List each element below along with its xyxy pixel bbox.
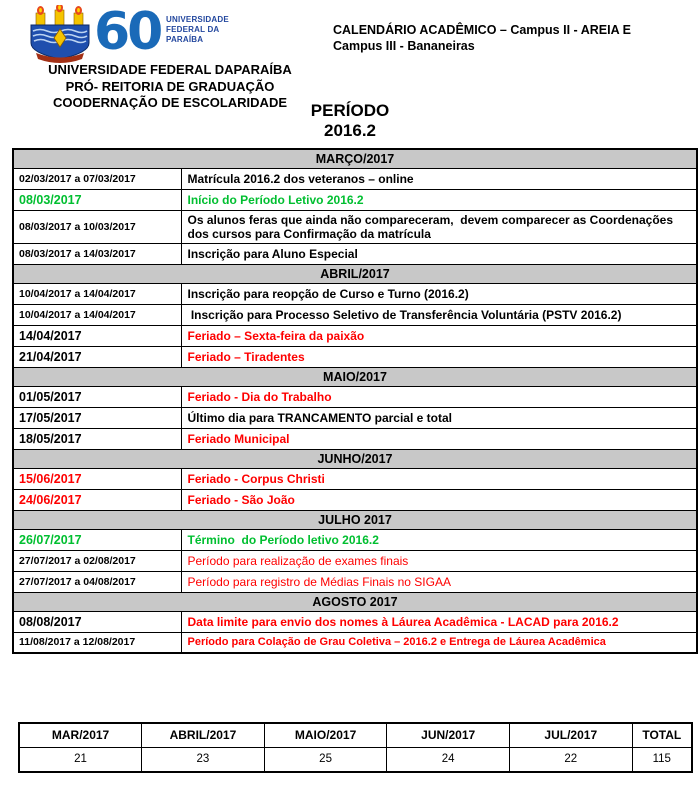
summary-month-header: ABRIL/2017 (142, 723, 265, 747)
summary-day-count: 21 (19, 747, 142, 772)
summary-day-count: 22 (509, 747, 632, 772)
event-description: Período para realização de exames finais (181, 550, 697, 571)
calendar-row (13, 283, 697, 304)
summary-table-container (18, 722, 693, 773)
event-description: Feriado - São João (181, 489, 697, 510)
event-date: 18/05/2017 (13, 428, 181, 449)
calendar-row (13, 386, 697, 407)
calendar-row (13, 632, 697, 653)
section-title: JUNHO/2017 (13, 449, 697, 468)
section-header-row (13, 449, 697, 468)
calendar-row (13, 489, 697, 510)
event-description: Matrícula 2016.2 dos veteranos – online (181, 168, 697, 189)
calendar-row (13, 611, 697, 632)
calendar-row (13, 304, 697, 325)
calendar-row (13, 468, 697, 489)
event-date: 17/05/2017 (13, 407, 181, 428)
section-title: ABRIL/2017 (13, 264, 697, 283)
period-heading (0, 101, 700, 141)
event-description: Término do Período letivo 2016.2 (181, 529, 697, 550)
calendar-row (13, 550, 697, 571)
event-date: 02/03/2017 a 07/03/2017 (13, 168, 181, 189)
event-date: 11/08/2017 a 12/08/2017 (13, 632, 181, 653)
event-description: Os alunos feras que ainda não compareceram, devem comparecer as Coordenações dos cursos para Confirmação da matrícula (181, 210, 697, 243)
period-label: PERÍODO (310, 101, 390, 120)
institution-line1: UNIVERSIDADE FEDERAL DAPARAÍBA (48, 62, 292, 77)
event-description: Inscrição para Processo Seletivo de Transferência Voluntária (PSTV 2016.2) (181, 304, 697, 325)
calendar-row (13, 346, 697, 367)
document-title-line2: Campus III - Bananeiras (333, 38, 475, 53)
ufpb-logo-caption (166, 15, 276, 45)
calendar-row (13, 210, 697, 243)
section-title: JULHO 2017 (13, 510, 697, 529)
calendar-row (13, 325, 697, 346)
event-description: Data limite para envio dos nomes à Láurea Acadêmica - LACAD para 2016.2 (181, 611, 697, 632)
logo-caption-line2: FEDERAL DA (166, 25, 220, 34)
period-value: 2016.2 (324, 121, 376, 140)
summary-value-row (19, 747, 692, 772)
event-date: 08/03/2017 (13, 189, 181, 210)
calendar-table (12, 148, 698, 654)
event-description: Inscrição para Aluno Especial (181, 243, 697, 264)
event-date: 10/04/2017 a 14/04/2017 (13, 283, 181, 304)
ufpb-crest-icon (28, 5, 92, 65)
calendar-table-container (12, 148, 698, 654)
event-description: Período para Colação de Grau Coletiva – 2016.2 e Entrega de Láurea Acadêmica (181, 632, 697, 653)
section-title: MARÇO/2017 (13, 149, 697, 168)
event-description: Inscrição para reopção de Curso e Turno (2016.2) (181, 283, 697, 304)
event-description: Período para registro de Médias Finais no SIGAA (181, 571, 697, 592)
calendar-row (13, 529, 697, 550)
event-description: Feriado – Tiradentes (181, 346, 697, 367)
event-description: Feriado Municipal (181, 428, 697, 449)
event-date: 08/08/2017 (13, 611, 181, 632)
section-header-row (13, 592, 697, 611)
summary-day-count: 24 (387, 747, 510, 772)
calendar-table-body (13, 149, 697, 653)
section-header-row (13, 510, 697, 529)
calendar-row (13, 168, 697, 189)
event-date: 15/06/2017 (13, 468, 181, 489)
event-description: Feriado – Sexta-feira da paixão (181, 325, 697, 346)
calendar-row (13, 243, 697, 264)
calendar-row (13, 571, 697, 592)
event-date: 14/04/2017 (13, 325, 181, 346)
event-date: 21/04/2017 (13, 346, 181, 367)
event-description: Feriado - Dia do Trabalho (181, 386, 697, 407)
summary-header-row (19, 723, 692, 747)
section-header-row (13, 367, 697, 386)
institution-line2: PRÓ- REITORIA DE GRADUAÇÃO (65, 78, 275, 94)
event-description: Último dia para TRANCAMENTO parcial e total (181, 407, 697, 428)
event-description: Feriado - Corpus Christi (181, 468, 697, 489)
event-date: 26/07/2017 (13, 529, 181, 550)
summary-month-header: MAR/2017 (19, 723, 142, 747)
event-date: 10/04/2017 a 14/04/2017 (13, 304, 181, 325)
calendar-row (13, 189, 697, 210)
ufpb-60-anos-logo: 60 (94, 2, 161, 62)
section-title: MAIO/2017 (13, 367, 697, 386)
section-header-row (13, 264, 697, 283)
section-header-row (13, 149, 697, 168)
event-date: 08/03/2017 a 14/03/2017 (13, 243, 181, 264)
summary-month-header: JUL/2017 (509, 723, 632, 747)
event-description: Início do Período Letivo 2016.2 (181, 189, 697, 210)
event-date: 24/06/2017 (13, 489, 181, 510)
summary-day-count: 25 (264, 747, 387, 772)
document-title (333, 23, 688, 54)
summary-month-header: TOTAL (632, 723, 692, 747)
institution-line3: COODERNAÇÃO DE ESCOLARIDADE (52, 95, 287, 110)
logo-caption-line3: PARAÍBA (166, 35, 204, 44)
event-date: 27/07/2017 a 04/08/2017 (13, 571, 181, 592)
event-date: 27/07/2017 a 02/08/2017 (13, 550, 181, 571)
section-title: AGOSTO 2017 (13, 592, 697, 611)
summary-month-header: JUN/2017 (387, 723, 510, 747)
document-title-line1: CALENDÁRIO ACADÊMICO – Campus II - AREIA E (333, 23, 631, 37)
summary-day-count: 23 (142, 747, 265, 772)
summary-month-header: MAIO/2017 (264, 723, 387, 747)
calendar-row (13, 428, 697, 449)
logo-caption-line1: UNIVERSIDADE (166, 15, 229, 24)
calendar-row (13, 407, 697, 428)
event-date: 08/03/2017 a 10/03/2017 (13, 210, 181, 243)
event-date: 01/05/2017 (13, 386, 181, 407)
ufpb-crest-logo (28, 5, 92, 65)
summary-table (18, 722, 693, 773)
summary-day-count: 115 (632, 747, 692, 772)
